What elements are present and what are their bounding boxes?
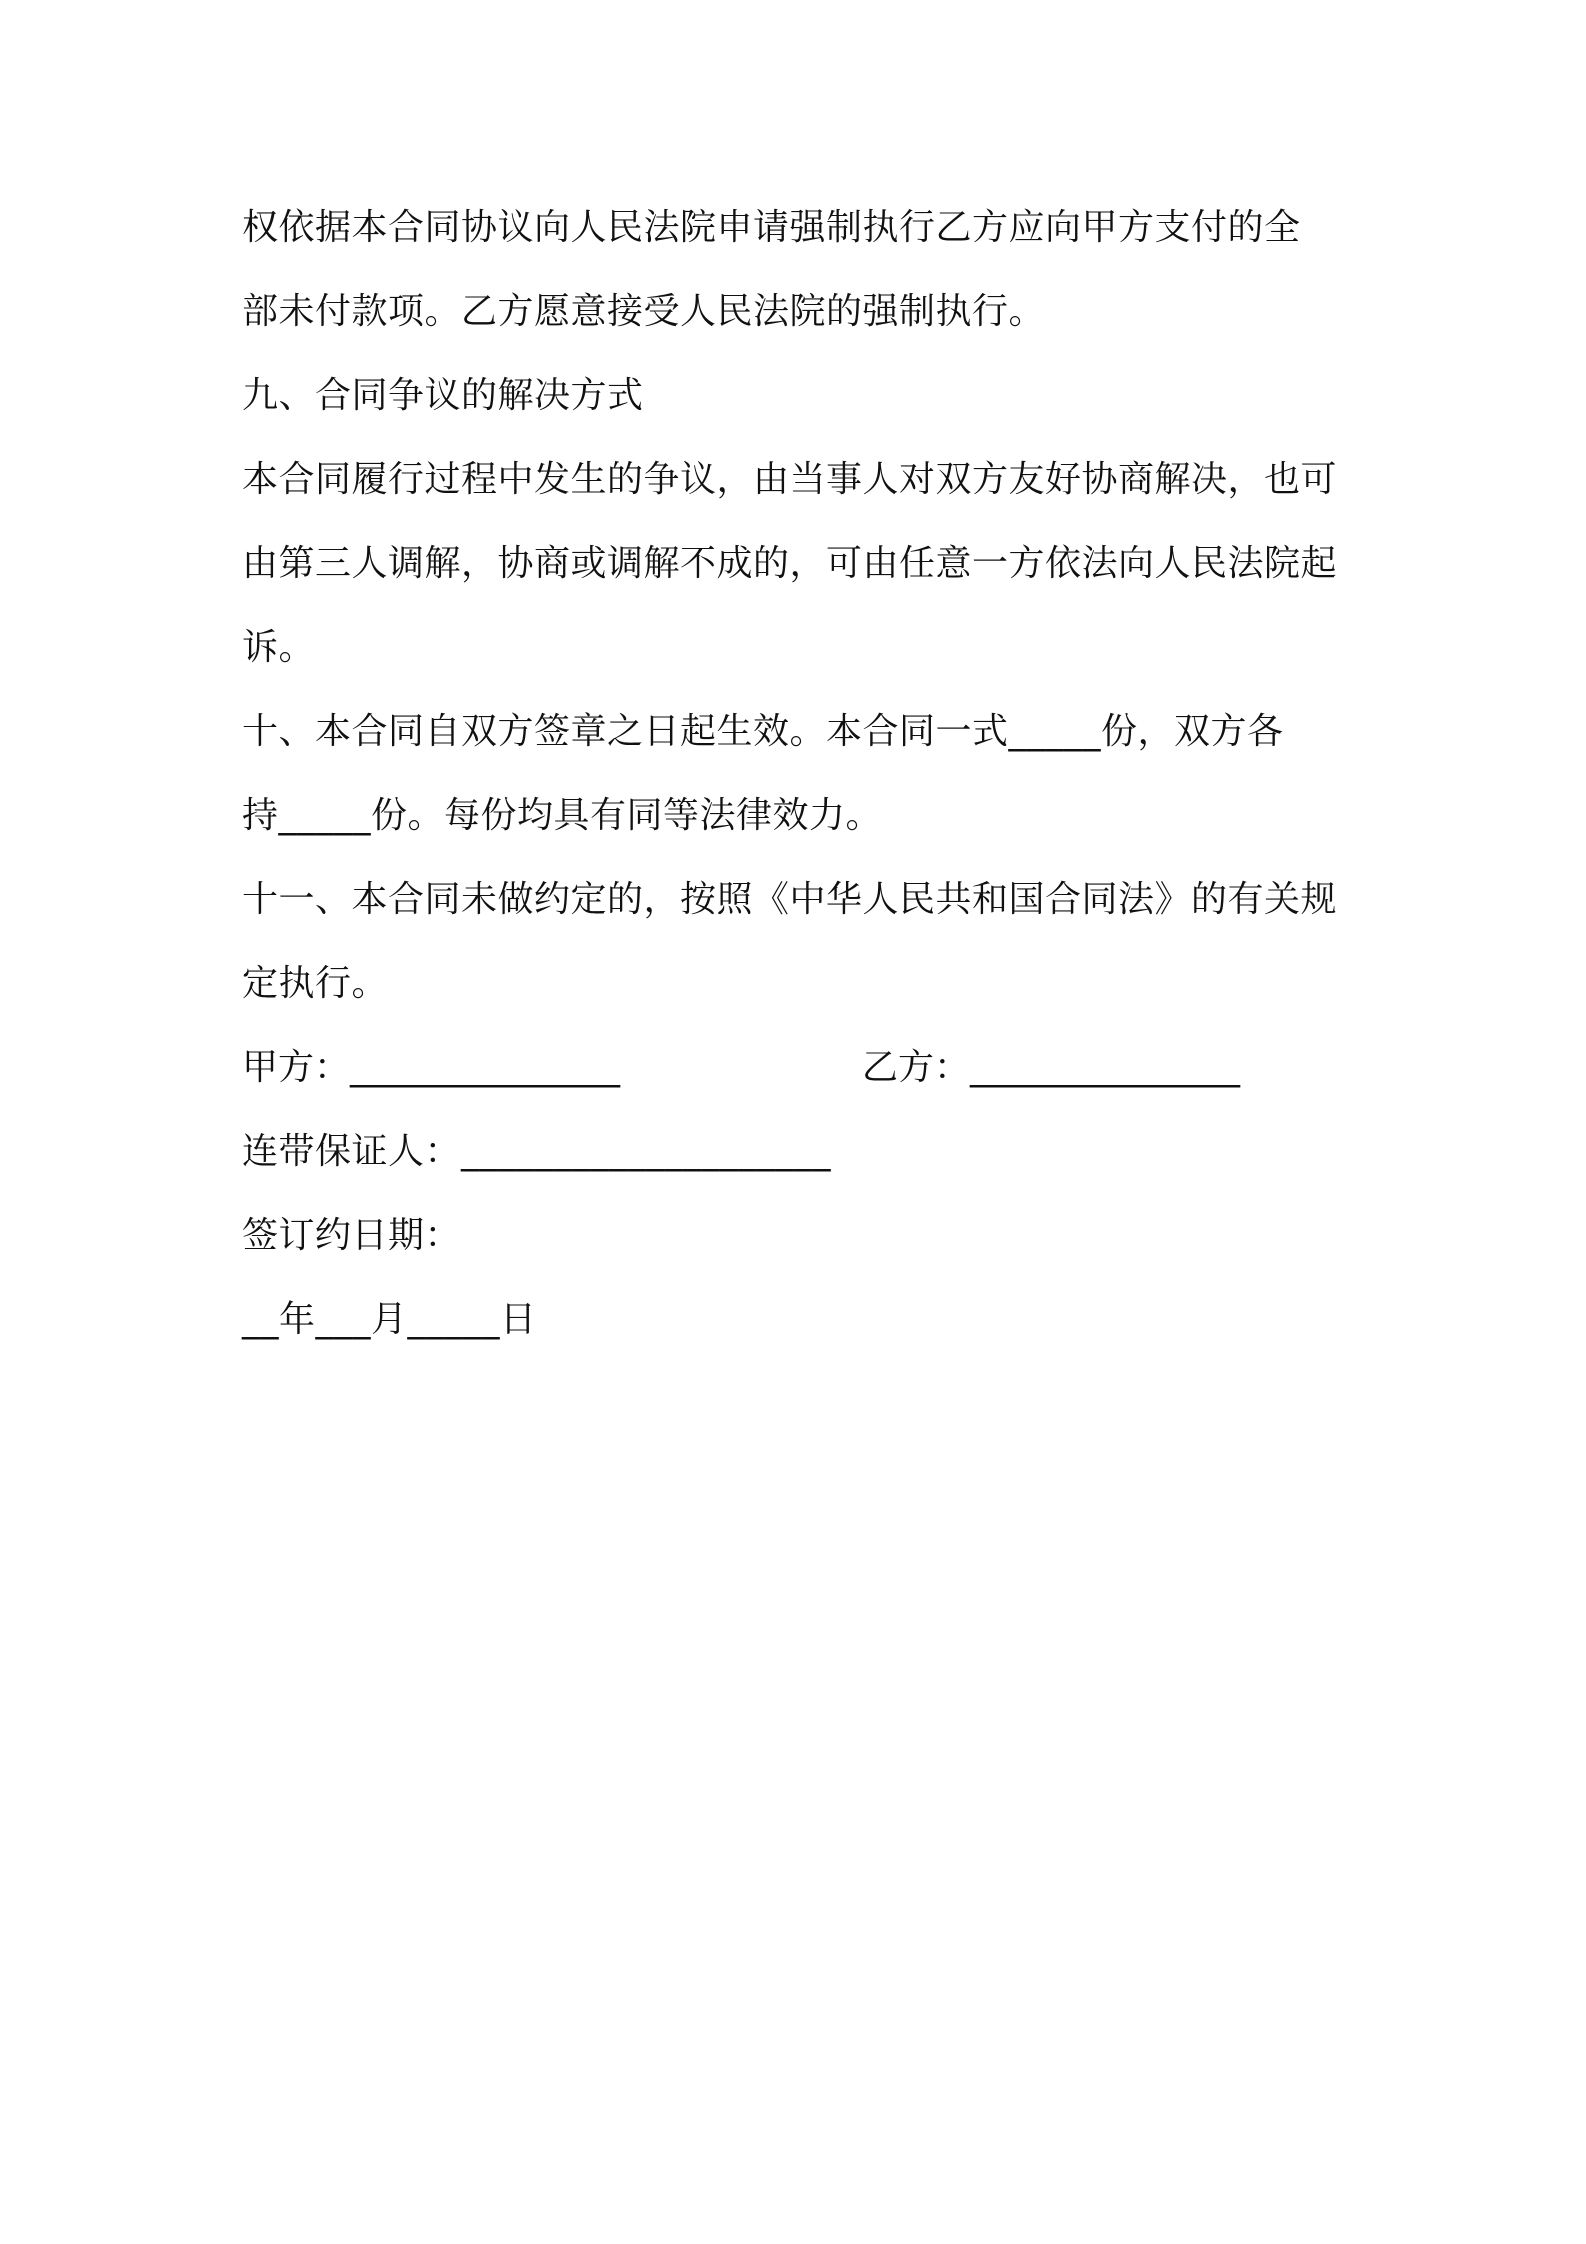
- clause-8-text-line-1: 权依据本合同协议向人民法院申请强制执行乙方应向甲方支付的全: [242, 207, 1301, 248]
- clause-9-text-line-3: 诉。: [242, 627, 316, 668]
- clause-9-heading: 九、合同争议的解决方式: [242, 375, 644, 416]
- sign-date-label: 签订约日期：: [242, 1215, 462, 1256]
- party-a-signature-field: 甲方：_______________: [242, 1047, 621, 1088]
- clause-9-text-line-1: 本合同履行过程中发生的争议，由当事人对双方友好协商解决，也可: [242, 459, 1338, 500]
- clause-8-text-line-2: 部未付款项。乙方愿意接受人民法院的强制执行。: [242, 291, 1046, 332]
- clause-10-text-line-2: 持_____份。每份均具有同等法律效力。: [242, 795, 883, 836]
- clause-11-text-line-1: 十一、本合同未做约定的，按照《中华人民共和国合同法》的有关规: [242, 879, 1338, 920]
- clause-9-text-line-2: 由第三人调解，协商或调解不成的，可由任意一方依法向人民法院起: [242, 543, 1338, 584]
- contract-body: [242, 198, 1362, 1374]
- sign-date-blank: __年___月_____日: [242, 1299, 537, 1340]
- party-b-signature-field: 乙方：_______________: [862, 1047, 1241, 1088]
- clause-11-text-line-2: 定执行。: [242, 963, 389, 1004]
- guarantor-signature-field: 连带保证人：____________________: [242, 1131, 832, 1172]
- party-signature-row: [242, 1038, 1362, 1122]
- clause-10-text-line-1: 十、本合同自双方签章之日起生效。本合同一式_____份，双方各: [242, 711, 1284, 752]
